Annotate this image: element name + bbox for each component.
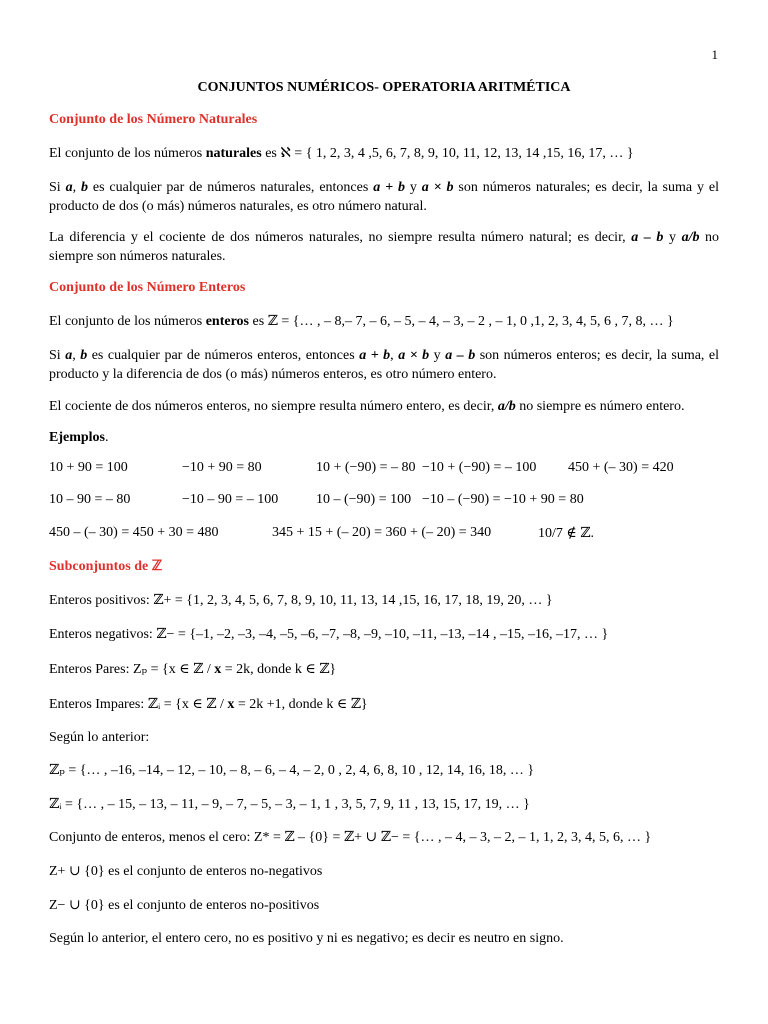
text: Enteros Impares: ℤᵢ = {x ∈ ℤ / [49, 697, 228, 712]
example-item: 345 + 15 + (– 20) = 360 + (– 20) = 340 [272, 525, 492, 540]
positive-integers: Enteros positivos: ℤ+ = {1, 2, 3, 4, 5, 6, 7, 8, 9, 10, 11, 13, 14 ,15, 16, 17, 18, 19, 20, … } [49, 593, 553, 608]
text: Si [49, 348, 66, 363]
text-bold: enteros [205, 314, 249, 329]
var-a: a [65, 348, 73, 363]
expr-difference: a – b [631, 230, 664, 245]
example-item: 10 + 90 = 100 [49, 460, 128, 475]
text: , [72, 180, 81, 195]
page-title: CONJUNTOS NUMÉRICOS- OPERATORIA ARITMÉTICA [197, 80, 571, 95]
according-text: Según lo anterior: [49, 730, 150, 745]
example-item: 450 + (– 30) = 420 [568, 460, 674, 475]
expr-product: a × b [421, 180, 454, 195]
text: y [404, 180, 422, 195]
text: es cualquier par de números enteros, entonces [87, 348, 360, 363]
section-heading-enteros: Conjunto de los Número Enteros [49, 280, 246, 295]
example-item: 10 + (−90) = – 80 [316, 460, 416, 475]
text: La diferencia y el cociente de dos números naturales, no siempre resulta número natural; es decir, [49, 230, 632, 245]
even-integers [49, 661, 336, 679]
var-b: b [80, 348, 88, 363]
enteros-definition [49, 313, 674, 331]
text: son números enteros; es decir, la suma, el producto y la diferencia de dos (o más) números enteros, es otro número entero. [49, 348, 720, 382]
text: El conjunto de los números [49, 314, 206, 329]
non-positive-integers: Z− ∪ {0} es el conjunto de enteros no-positivos [49, 898, 320, 913]
set-symbol: ℤ [151, 559, 163, 574]
text: El cociente de dos números enteros, no siempre resulta número entero, es decir, [49, 399, 498, 414]
expr-sum: a + b [359, 348, 391, 363]
non-negative-integers: Z+ ∪ {0} es el conjunto de enteros no-negativos [49, 864, 323, 879]
enteros-quotient [49, 398, 684, 416]
text: son números naturales; es decir, la suma y el producto de dos (o más) números naturales, es otro número natural. [49, 180, 719, 214]
example-item: 10 – 90 = – 80 [49, 492, 131, 507]
text: , [72, 348, 81, 363]
even-list: ℤₚ = {… , –16, –14, – 12, – 10, – 8, – 6, – 4, – 2, 0 , 2, 4, 6, 8, 10 , 12, 14, 16, 18, … } [49, 763, 535, 778]
text: no siempre es número entero. [515, 399, 685, 414]
naturales-closure [49, 179, 719, 216]
var-a: a [65, 180, 73, 195]
text: y [429, 348, 446, 363]
odd-integers [49, 696, 368, 714]
expr-quotient: a/b [497, 399, 516, 414]
conclusion-text: Según lo anterior, el entero cero, no es positivo y ni es negativo; es decir es neutro en signo. [49, 931, 564, 946]
nonzero-integers: Conjunto de enteros, menos el cero: Z* = ℤ – {0} = ℤ+ ∪ ℤ− = {… , – 4, – 3, – 2, – 1, 1, 2, 3, 4, 5, 6, … } [49, 830, 652, 845]
example-item: −10 + 90 = 80 [182, 460, 262, 475]
text: Si [49, 180, 66, 195]
text: es ℵ = { 1, 2, 3, 4 ,5, 6, 7, 8, 9, 10, 11, 12, 13, 14 ,15, 16, 17, … } [261, 146, 634, 161]
text: = 2k, donde k ∈ ℤ} [221, 662, 337, 677]
section-heading-naturales: Conjunto de los Número Naturales [49, 112, 258, 127]
examples-label [49, 429, 109, 447]
example-item: 450 – (– 30) = 450 + 30 = 480 [49, 525, 219, 540]
example-item: 10 – (−90) = 100 [316, 492, 412, 507]
text: y [663, 230, 682, 245]
example-item: −10 + (−90) = – 100 [422, 460, 537, 475]
odd-list: ℤᵢ = {… , – 15, – 13, – 11, – 9, – 7, – 5, – 3, – 1, 1 , 3, 5, 7, 9, 11 , 13, 15, 17, 19, … } [49, 797, 530, 812]
enteros-closure [49, 347, 719, 384]
text-bold: Ejemplos [49, 430, 105, 445]
text: es ℤ = {… , – 8,– 7, – 6, – 5, – 4, – 3, – 2 , – 1, 0 ,1, 2, 3, 4, 5, 6 , 7, 8, … } [249, 314, 674, 329]
var-x: x [214, 662, 222, 677]
expr-product: a × b [398, 348, 430, 363]
expr-quotient: a/b [681, 230, 700, 245]
text: , [390, 348, 399, 363]
text: . [105, 430, 109, 445]
expr-sum: a + b [373, 180, 405, 195]
example-item: 10/7 ∉ ℤ. [538, 526, 594, 541]
section-heading-subconjuntos [49, 558, 162, 575]
naturales-difference [49, 229, 719, 266]
var-b: b [80, 180, 88, 195]
page-number: 1 [711, 47, 718, 62]
text: Subconjuntos de [49, 559, 152, 574]
text-bold: naturales [205, 146, 262, 161]
text: Enteros Pares: Zₚ = {x ∈ ℤ / [49, 662, 215, 677]
negative-integers: Enteros negativos: ℤ− = {–1, –2, –3, –4, –5, –6, –7, –8, –9, –10, –11, –13, –14 , –15, –16, –17, … } [49, 627, 609, 642]
example-item: −10 – 90 = – 100 [182, 492, 279, 507]
expr-difference: a – b [445, 348, 476, 363]
naturales-definition [49, 145, 634, 163]
text: es cualquier par de números naturales, entonces [87, 180, 374, 195]
var-x: x [227, 697, 235, 712]
example-item: −10 – (−90) = −10 + 90 = 80 [422, 492, 584, 507]
text: = 2k +1, donde k ∈ ℤ} [234, 697, 368, 712]
text: El conjunto de los números [49, 146, 206, 161]
text: no siempre son números naturales. [49, 230, 720, 264]
